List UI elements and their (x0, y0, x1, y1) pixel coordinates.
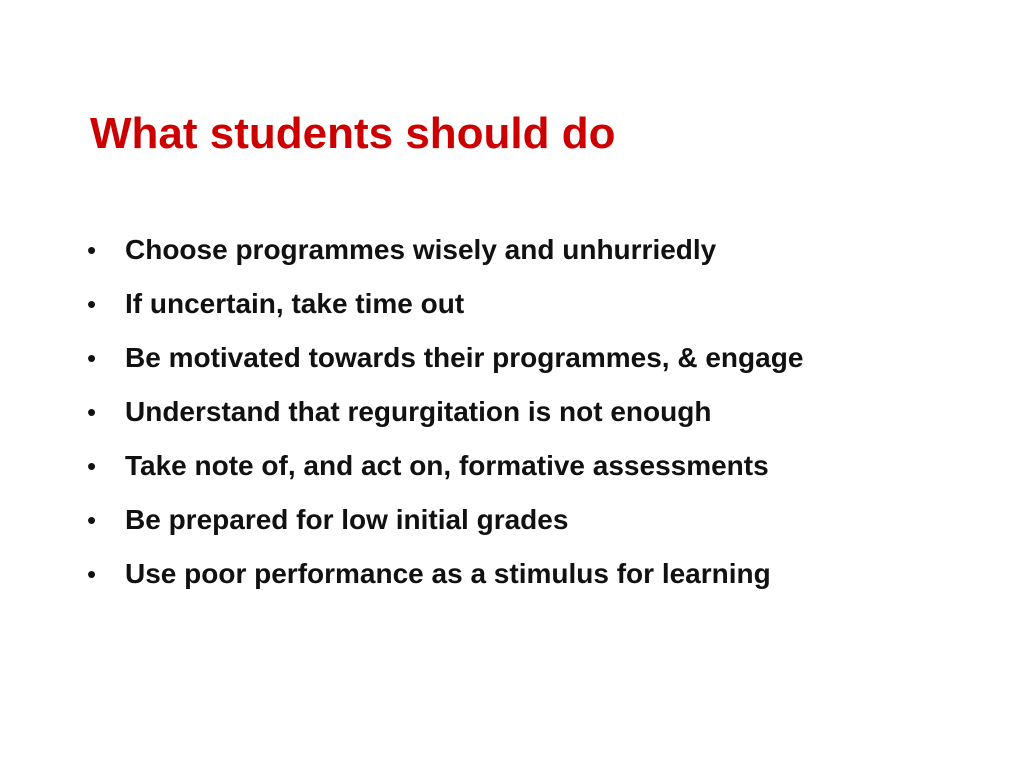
bullet-icon: • (87, 559, 97, 589)
bullet-text: Use poor performance as a stimulus for learning (125, 558, 771, 589)
bullet-text: Understand that regurgitation is not enough (125, 396, 712, 427)
bullet-icon: • (87, 235, 97, 265)
bullet-item (87, 336, 987, 390)
bullet-item (87, 498, 987, 552)
bullet-item (87, 282, 987, 336)
bullet-icon: • (87, 397, 97, 427)
bullet-item (87, 552, 987, 606)
bullet-item (87, 444, 987, 498)
bullet-item (87, 228, 987, 282)
bullet-text: Be motivated towards their programmes, & engage (125, 342, 804, 373)
bullet-text: Be prepared for low initial grades (125, 504, 569, 535)
slide-title: What students should do (90, 109, 616, 158)
bullet-text: Take note of, and act on, formative assessments (125, 450, 769, 481)
bullet-list (87, 228, 987, 606)
bullet-item (87, 390, 987, 444)
bullet-icon: • (87, 289, 97, 319)
bullet-icon: • (87, 343, 97, 373)
bullet-icon: • (87, 451, 97, 481)
bullet-text: If uncertain, take time out (125, 288, 465, 319)
bullet-icon: • (87, 505, 97, 535)
bullet-text: Choose programmes wisely and unhurriedly (125, 234, 717, 265)
